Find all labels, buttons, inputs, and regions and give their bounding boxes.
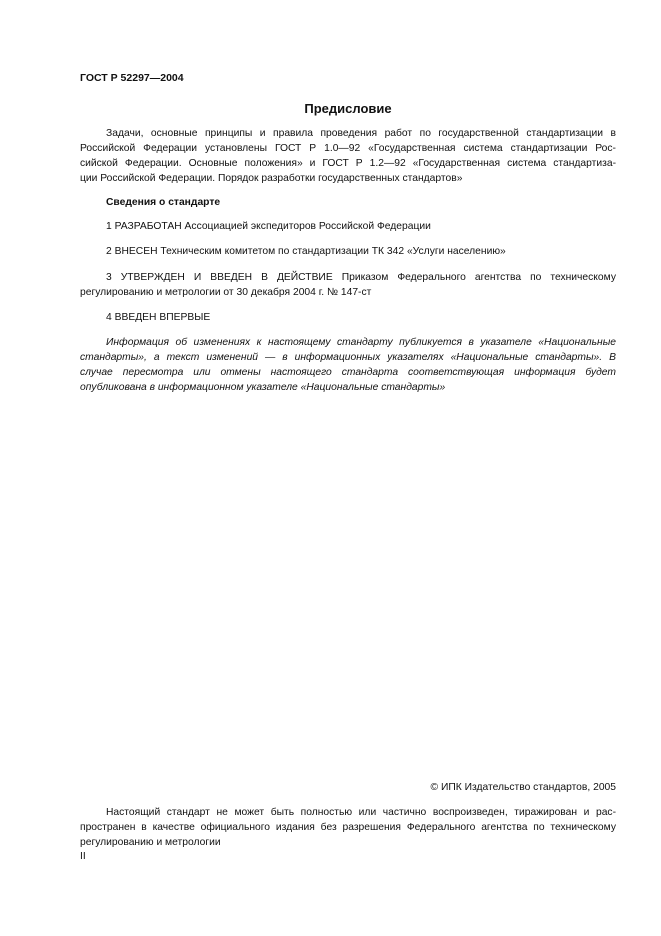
notice-line: опубликована в информационном указателе «Национальные стандарты» (80, 382, 446, 393)
intro-line: сийской Федерации. Основные положения» и ГОСТ Р 1.2—92 «Государственная система стандартиза- (80, 158, 616, 169)
rights-line: регулированию и метрологии (80, 837, 221, 848)
intro-line: Российской Федерации установлены ГОСТ Р 1.0—92 «Государственная система стандартизации Рос- (80, 143, 616, 154)
info-heading: Сведения о стандарте (106, 197, 221, 208)
notice-line: стандарты», а текст изменений — в информационных указателях «Национальные стандарты». В (80, 352, 616, 363)
info-item-3 (80, 270, 616, 300)
notice-line: Информация об изменениях к настоящему стандарту публикуется в указателе «Национальные (106, 337, 616, 348)
notice-line: случае пересмотра или отмены настоящего стандарта соответствующая информация будет (80, 367, 616, 378)
preface-intro (80, 126, 616, 186)
copyright-notice: © ИПК Издательство стандартов, 2005 (430, 782, 616, 793)
item3-line: 3 УТВЕРЖДЕН И ВВЕДЕН В ДЕЙСТВИЕ Приказом Федерального агентства по техническому (106, 272, 616, 283)
intro-line: ции Российской Федерации. Порядок разработки государственных стандартов» (80, 173, 463, 184)
reproduction-notice (80, 805, 616, 850)
page-number: II (80, 851, 86, 862)
document-code: ГОСТ Р 52297—2004 (80, 72, 184, 84)
rights-line: Настоящий стандарт не может быть полностью или частично воспроизведен, тиражирован и рас- (106, 807, 616, 818)
rights-line: пространен в качестве официального издания без разрешения Федерального агентства по техническому (80, 822, 616, 833)
preface-title: Предисловие (304, 101, 392, 116)
changes-notice (80, 335, 616, 395)
info-item-2: 2 ВНЕСЕН Техническим комитетом по стандартизации ТК 342 «Услуги населению» (106, 246, 506, 257)
info-item-1: 1 РАЗРАБОТАН Ассоциацией экспедиторов Российской Федерации (106, 221, 431, 232)
info-item-4: 4 ВВЕДЕН ВПЕРВЫЕ (106, 312, 211, 323)
intro-line: Задачи, основные принципы и правила проведения работ по государственной стандартизации в (106, 128, 616, 139)
item3-line: регулированию и метрологии от 30 декабря 2004 г. № 147-ст (80, 287, 372, 298)
